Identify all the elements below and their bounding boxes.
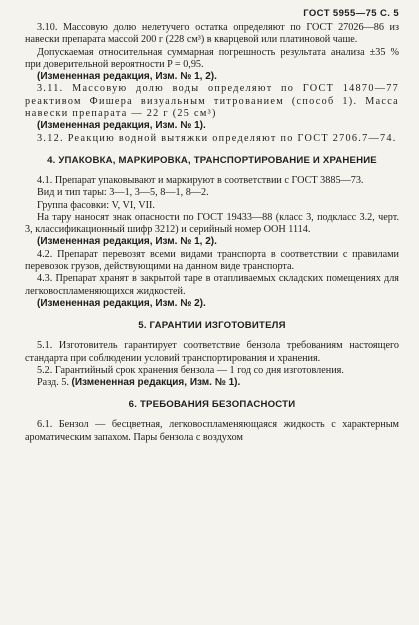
paragraph-5-2: 5.2. Гарантийный срок хранения бензола — 1 год со дня изготовления. xyxy=(37,364,344,376)
paragraph-5-1: 5.1. Изготовитель гарантирует соответствие бензола требованиям настоящего стандарта при соблюдении условий транспортирования и хранения. xyxy=(25,340,399,364)
page-header: ГОСТ 5955—75 С. 5 xyxy=(303,8,399,19)
paragraph-3-10: 3.10. Массовую долю нелетучего остатка определяют по ГОСТ 27026—86 из навески препарата массой 200 г (228 см³) в кварцевой или платиновой чаше. xyxy=(25,22,399,46)
edition-note: (Измененная редакция, Изм. № 2). xyxy=(37,297,206,309)
edition-note: (Измененная редакция, Изм. № 1). xyxy=(71,377,241,389)
paragraph-4-1: 4.1. Препарат упаковывают и маркируют в соответствии с ГОСТ 3885—73. xyxy=(37,174,364,186)
paragraph-error-note: Допускаемая относительная суммарная погрешность результата анализа ±35 % при доверительной вероятности P = 0,95. xyxy=(25,46,399,70)
paragraph-section-5-note xyxy=(25,377,399,389)
paragraph-packing-group: Группа фасовки: V, VI, VII. xyxy=(37,199,155,211)
section-6-title: 6. ТРЕБОВАНИЯ БЕЗОПАСНОСТИ xyxy=(128,399,296,411)
section-ref: Разд. 5. xyxy=(37,377,69,389)
edition-note: (Измененная редакция, Изм. № 1, 2). xyxy=(37,236,217,248)
paragraph-4-2: 4.2. Препарат перевозят всеми видами транспорта в соответствии с правилами перевозок грузов, действующими на данном виде транспорта. xyxy=(25,248,399,273)
section-5-title: 5. ГАРАНТИИ ИЗГОТОВИТЕЛЯ xyxy=(138,320,286,332)
paragraph-6-1: 6.1. Бензол — бесцветная, легковоспламеняющаяся жидкость с характерным ароматическим запахом. Пары бензола с воздухом xyxy=(25,419,399,443)
paragraph-container-type: Вид и тип тары: 3—1, 3—5, 8—1, 8—2. xyxy=(37,187,209,199)
document-body xyxy=(25,22,399,444)
edition-note: (Измененная редакция, Изм. № 1). xyxy=(37,120,206,132)
paragraph-hazard-sign: На тару наносят знак опасности по ГОСТ 19433—88 (класс 3, подкласс 3.2, черт. 3, классификационный шифр 3212) и серийный номер ООН 1114. xyxy=(25,211,399,236)
section-4-title: 4. УПАКОВКА, МАРКИРОВКА, ТРАНСПОРТИРОВАНИЕ И ХРАНЕНИЕ xyxy=(47,154,377,166)
paragraph-3-12: 3.12. Реакцию водной вытяжки определяют по ГОСТ 2706.7—74. xyxy=(37,132,397,144)
edition-note: (Измененная редакция, Изм. № 1, 2). xyxy=(37,71,217,83)
paragraph-3-11: 3.11. Массовую долю воды определяют по ГОСТ 14870—77 реактивом Фишера визуальным титрованием (способ 1). Масса навески препарата — 22 г (25 см³) xyxy=(25,83,399,120)
paragraph-4-3: 4.3. Препарат хранят в закрытой таре в отапливаемых складских помещениях для легковоспламеняющихся жидкостей. xyxy=(25,273,399,297)
